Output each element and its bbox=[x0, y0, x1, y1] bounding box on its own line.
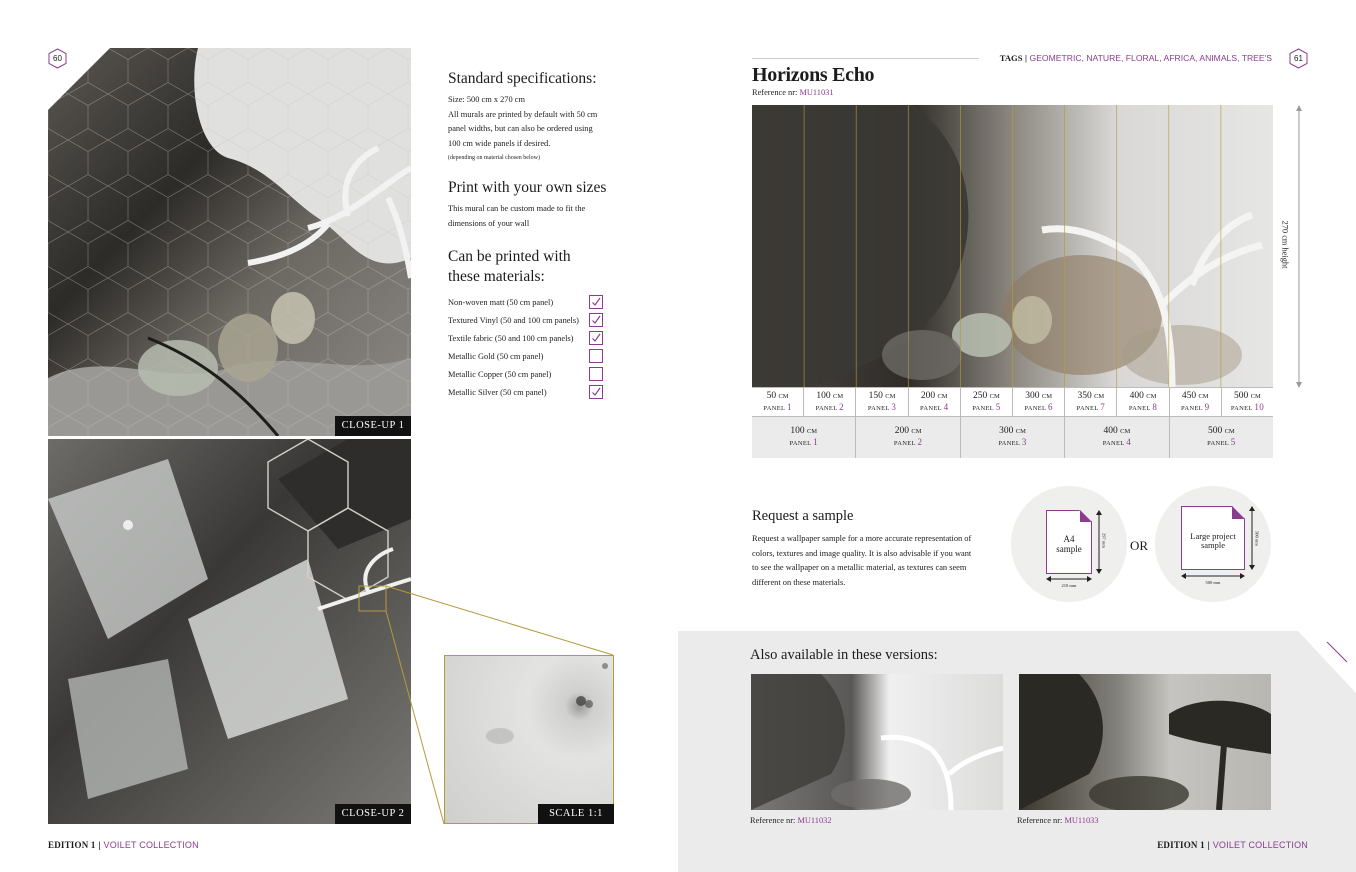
panel-size bbox=[1065, 426, 1168, 437]
panel-size-unit: CM bbox=[1094, 393, 1105, 400]
panel-word: PANEL bbox=[1128, 405, 1151, 412]
panel-word: PANEL bbox=[815, 405, 838, 412]
panel-label bbox=[1222, 402, 1273, 414]
panel-size-value: 150 bbox=[868, 391, 883, 401]
panel-size bbox=[804, 391, 855, 402]
panel-word: PANEL bbox=[972, 405, 994, 412]
material-row bbox=[448, 383, 603, 401]
panel-cell bbox=[961, 388, 1013, 416]
large-label-line1: Large project bbox=[1190, 531, 1236, 541]
panel-cell bbox=[1013, 388, 1065, 416]
panel-table-50cm bbox=[752, 387, 1273, 416]
closeup-1-image bbox=[48, 48, 411, 436]
panel-size-unit: CM bbox=[833, 393, 844, 400]
panel-size-value: 100 bbox=[816, 391, 831, 401]
checkmark-icon bbox=[591, 333, 601, 343]
panel-size-value: 200 bbox=[894, 426, 909, 436]
panel-label bbox=[804, 402, 855, 414]
tags-label: TAGS bbox=[999, 53, 1023, 63]
panel-label bbox=[1013, 402, 1064, 414]
panel-size bbox=[1117, 391, 1168, 402]
panel-size-unit: CM bbox=[937, 393, 948, 400]
panel-word: PANEL bbox=[998, 440, 1020, 447]
footer-collection: VOILET COLLECTION bbox=[1212, 840, 1308, 850]
specs-size: Size: 500 cm x 270 cm bbox=[448, 95, 525, 104]
panel-number: 7 bbox=[1100, 402, 1105, 412]
product-reference bbox=[752, 88, 834, 97]
panel-word: PANEL bbox=[1076, 405, 1099, 412]
page-number: 60 bbox=[53, 54, 62, 63]
panel-number: 3 bbox=[1021, 437, 1027, 447]
panel-label bbox=[909, 402, 960, 414]
panel-label bbox=[752, 402, 803, 414]
material-checkbox[interactable] bbox=[589, 367, 603, 381]
footer-separator: | bbox=[1204, 840, 1213, 850]
panel-size-unit: CM bbox=[1041, 393, 1052, 400]
version-2-reference bbox=[1017, 816, 1099, 825]
panel-size bbox=[752, 391, 803, 402]
material-row bbox=[448, 365, 603, 383]
material-checkbox[interactable] bbox=[589, 349, 603, 363]
panel-label bbox=[961, 437, 1064, 449]
panel-cell bbox=[1170, 417, 1273, 458]
page-number-badge bbox=[48, 48, 67, 69]
version-thumbnail-1[interactable] bbox=[751, 674, 1003, 810]
panel-size-unit: CM bbox=[1146, 393, 1157, 400]
specs-line: 100 cm wide panels if desired. bbox=[448, 138, 551, 148]
panel-table-100cm bbox=[752, 416, 1273, 458]
panel-label bbox=[1170, 402, 1221, 414]
a4-label-line2: sample bbox=[1056, 544, 1082, 554]
panel-number: 2 bbox=[917, 437, 923, 447]
reference-label: Reference nr: bbox=[1017, 816, 1065, 825]
panel-size-value: 500 bbox=[1207, 426, 1223, 436]
panel-cell bbox=[909, 388, 961, 416]
specs-title: Standard specifications: bbox=[448, 70, 597, 87]
panel-label bbox=[752, 437, 855, 449]
panel-word: PANEL bbox=[789, 440, 812, 447]
panel-word: PANEL bbox=[1207, 440, 1229, 447]
panel-size-value: 350 bbox=[1077, 391, 1092, 401]
a4-height-label: 297 mm bbox=[1101, 533, 1107, 548]
panel-size bbox=[961, 426, 1064, 437]
panel-number: 4 bbox=[1126, 437, 1132, 447]
panel-cell bbox=[1065, 388, 1117, 416]
panel-word: PANEL bbox=[893, 440, 916, 447]
panel-size-value: 300 bbox=[1025, 391, 1040, 401]
version-thumbnail-2[interactable] bbox=[1019, 674, 1271, 810]
closeup-2-image bbox=[48, 439, 411, 824]
custom-title: Print with your own sizes bbox=[448, 179, 607, 196]
version-1-reference bbox=[750, 816, 832, 825]
panel-label bbox=[1170, 437, 1273, 449]
panel-size-value: 300 bbox=[999, 426, 1014, 436]
panel-number: 1 bbox=[786, 402, 792, 412]
footer-edition: EDITION 1 bbox=[1157, 840, 1205, 850]
checkmark-icon bbox=[591, 387, 601, 397]
material-checkbox[interactable] bbox=[589, 295, 603, 309]
closeup-1-label: CLOSE-UP 1 bbox=[335, 416, 411, 436]
panel-label bbox=[1117, 402, 1168, 414]
scale-label: SCALE 1:1 bbox=[538, 804, 614, 824]
product-title: Horizons Echo bbox=[752, 64, 875, 86]
panel-size-unit: CM bbox=[1198, 393, 1209, 400]
tags-separator: | bbox=[1022, 53, 1030, 63]
panel-size bbox=[1013, 391, 1064, 402]
panel-cell bbox=[804, 388, 856, 416]
specs-note: (depending on material chosen below) bbox=[448, 155, 540, 161]
reference-label: Reference nr: bbox=[752, 88, 800, 97]
panel-label bbox=[1065, 402, 1116, 414]
panel-size bbox=[1222, 391, 1273, 402]
materials-title-line2: these materials: bbox=[448, 268, 545, 285]
left-footer bbox=[48, 840, 199, 850]
panel-size bbox=[752, 426, 855, 437]
tags-line bbox=[1000, 53, 1272, 63]
mural-image bbox=[752, 105, 1273, 387]
panel-size-unit: CM bbox=[778, 393, 789, 400]
reference-label: Reference nr: bbox=[750, 816, 798, 825]
specifications-block bbox=[448, 69, 623, 165]
large-width-label: 500 mm bbox=[1205, 580, 1221, 585]
panel-number: 5 bbox=[995, 402, 1001, 412]
custom-line: dimensions of your wall bbox=[448, 218, 530, 228]
sample-line: to see the wallpaper on a metallic material, as textures can seem bbox=[752, 563, 967, 572]
panel-number: 4 bbox=[943, 402, 949, 412]
panel-size-unit: CM bbox=[1224, 428, 1235, 435]
panel-size-value: 200 bbox=[920, 391, 936, 401]
sample-line: different on these materials. bbox=[752, 577, 846, 587]
panel-word: PANEL bbox=[1024, 405, 1047, 412]
panel-size-value: 50 bbox=[766, 391, 777, 401]
panel-size-value: 100 bbox=[790, 426, 805, 436]
versions-title: Also available in these versions: bbox=[750, 647, 938, 663]
panel-cell bbox=[1065, 417, 1169, 458]
panel-cell bbox=[1170, 388, 1222, 416]
checkmark-icon bbox=[591, 297, 601, 307]
panel-number: 3 bbox=[891, 402, 897, 412]
specs-line: All murals are printed by default with 50 cm bbox=[448, 109, 598, 119]
height-label: 270 cm height bbox=[1281, 205, 1290, 285]
material-row bbox=[448, 293, 603, 311]
panel-cell bbox=[961, 417, 1065, 458]
large-sample-circle[interactable] bbox=[1155, 486, 1271, 602]
footer-separator: | bbox=[95, 840, 104, 850]
material-row bbox=[448, 311, 603, 329]
custom-sizes-block bbox=[448, 178, 623, 231]
panel-number: 5 bbox=[1230, 437, 1236, 447]
title-rule bbox=[752, 58, 979, 59]
panel-size bbox=[1170, 426, 1273, 437]
panel-size-value: 450 bbox=[1181, 391, 1197, 401]
sample-line: colors, textures and image quality. It is also advisable if you want bbox=[752, 548, 972, 558]
panel-number: 1 bbox=[813, 437, 818, 447]
panel-label bbox=[856, 437, 959, 449]
material-checkbox[interactable] bbox=[589, 313, 603, 327]
a4-width-label: 210 mm bbox=[1061, 583, 1077, 588]
material-checkbox[interactable] bbox=[589, 385, 603, 399]
panel-size-unit: CM bbox=[911, 428, 922, 435]
corner-accent-line bbox=[1325, 640, 1349, 664]
material-row bbox=[448, 329, 603, 347]
scale-image bbox=[444, 655, 614, 824]
panel-size-value: 500 bbox=[1234, 391, 1249, 401]
checkmark-icon bbox=[591, 315, 601, 325]
large-width-arrow bbox=[1181, 573, 1245, 579]
right-footer bbox=[1157, 840, 1308, 850]
panel-size bbox=[856, 391, 907, 402]
panel-size-unit: CM bbox=[806, 428, 818, 435]
material-label: Textured Vinyl (50 and 100 cm panels) bbox=[448, 315, 579, 325]
panel-size bbox=[961, 391, 1012, 402]
material-label: Metallic Gold (50 cm panel) bbox=[448, 351, 544, 361]
sample-block bbox=[752, 506, 992, 590]
panel-label bbox=[1065, 437, 1168, 449]
panel-word: PANEL bbox=[867, 405, 890, 412]
panel-number: 10 bbox=[1254, 402, 1264, 412]
page-number-badge bbox=[1289, 48, 1308, 69]
a4-sample-circle[interactable] bbox=[1011, 486, 1127, 602]
materials-block bbox=[448, 247, 608, 401]
panel-word: PANEL bbox=[1181, 405, 1203, 412]
a4-label-line1: A4 bbox=[1063, 534, 1075, 544]
or-label: OR bbox=[1130, 538, 1149, 553]
panel-size-unit: CM bbox=[989, 393, 1000, 400]
large-label-line2: sample bbox=[1200, 540, 1226, 550]
panel-word: PANEL bbox=[1102, 440, 1125, 447]
panel-number: 8 bbox=[1152, 402, 1158, 412]
height-arrow bbox=[1293, 105, 1305, 388]
reference-number[interactable]: MU11032 bbox=[797, 816, 832, 825]
panel-label bbox=[961, 402, 1012, 414]
panel-size-unit: CM bbox=[1250, 393, 1261, 400]
panel-size-value: 400 bbox=[1129, 391, 1144, 401]
panel-cell bbox=[752, 388, 804, 416]
a4-width-arrow bbox=[1046, 576, 1092, 582]
panel-cell bbox=[1222, 388, 1273, 416]
panel-word: PANEL bbox=[920, 405, 942, 412]
page-number: 61 bbox=[1294, 54, 1303, 63]
panel-number: 2 bbox=[839, 402, 844, 412]
large-sample-label bbox=[1181, 532, 1245, 550]
panel-size bbox=[1065, 391, 1116, 402]
panel-size-value: 400 bbox=[1103, 426, 1118, 436]
panel-size-unit: CM bbox=[1015, 428, 1026, 435]
panel-size-value: 250 bbox=[973, 391, 988, 401]
panel-number: 6 bbox=[1047, 402, 1053, 412]
panel-cell bbox=[1117, 388, 1169, 416]
sample-line: Request a wallpaper sample for a more accurate representation of bbox=[752, 534, 972, 543]
material-label: Non-woven matt (50 cm panel) bbox=[448, 297, 554, 307]
panel-size bbox=[1170, 391, 1221, 402]
specs-line: panel widths, but can also be ordered using bbox=[448, 124, 593, 133]
material-row bbox=[448, 347, 603, 365]
reference-number[interactable]: MU11033 bbox=[1064, 816, 1099, 825]
large-height-label: 500 mm bbox=[1254, 531, 1260, 546]
footer-collection: VOILET COLLECTION bbox=[103, 840, 199, 850]
panel-word: PANEL bbox=[1230, 405, 1253, 412]
material-checkbox[interactable] bbox=[589, 331, 603, 345]
custom-line: This mural can be custom made to fit the bbox=[448, 204, 586, 213]
panel-label bbox=[856, 402, 907, 414]
page-corner-icon bbox=[1080, 510, 1092, 522]
panel-number: 9 bbox=[1204, 402, 1210, 412]
material-label: Textile fabric (50 and 100 cm panels) bbox=[448, 333, 574, 343]
reference-number: MU11031 bbox=[799, 88, 834, 97]
closeup-2-label: CLOSE-UP 2 bbox=[335, 804, 411, 824]
sample-title: Request a sample bbox=[752, 508, 854, 524]
tags-list[interactable]: GEOMETRIC, NATURE, FLORAL, AFRICA, ANIMALS, TREE'S bbox=[1029, 53, 1272, 63]
panel-size-unit: CM bbox=[885, 393, 896, 400]
panel-cell bbox=[856, 388, 908, 416]
footer-edition: EDITION 1 bbox=[48, 840, 96, 850]
material-label: Metallic Silver (50 cm panel) bbox=[448, 387, 547, 397]
materials-title-line1: Can be printed with bbox=[448, 248, 571, 265]
panel-word: PANEL bbox=[763, 405, 786, 412]
panel-size-unit: CM bbox=[1120, 428, 1131, 435]
panel-cell bbox=[752, 417, 856, 458]
a4-sample-label bbox=[1046, 534, 1092, 554]
panel-size bbox=[856, 426, 959, 437]
panel-cell bbox=[856, 417, 960, 458]
panel-size bbox=[909, 391, 960, 402]
material-label: Metallic Copper (50 cm panel) bbox=[448, 369, 552, 379]
